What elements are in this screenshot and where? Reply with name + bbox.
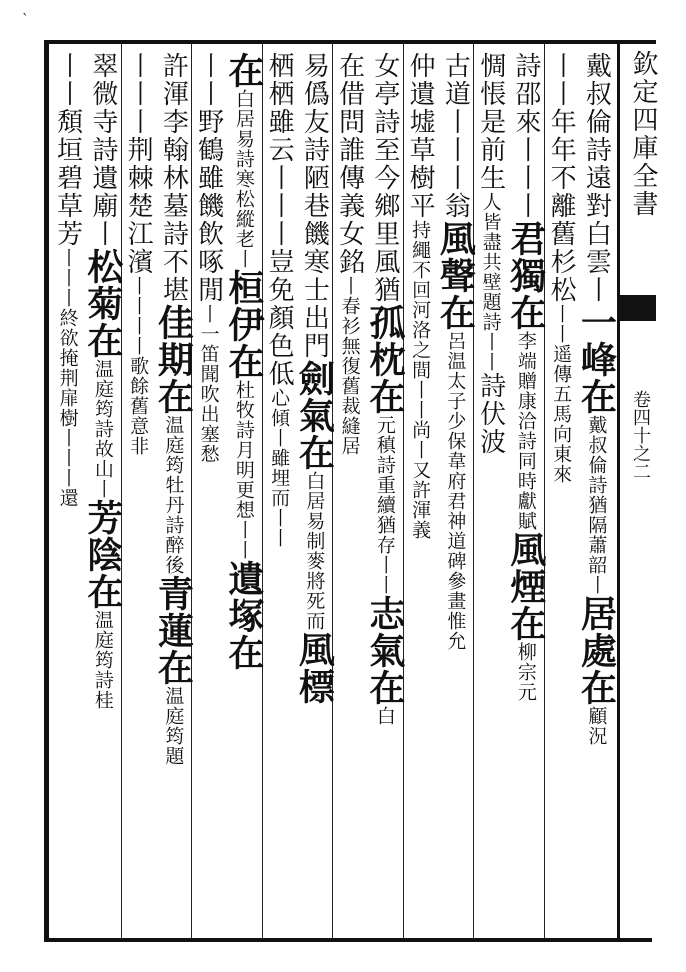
text-segment: 心傾丨雖埋而丨丨 — [268, 388, 291, 548]
text-segment: 白 — [373, 706, 396, 726]
text-segment: 古道丨丨丨翁 — [440, 52, 471, 220]
text-segment: 詩伏波 — [475, 372, 506, 456]
text-segment: 白居易詩寒松縱老丨 — [232, 89, 255, 269]
text-segment: 柳宗元 — [514, 642, 537, 702]
text-segment: 栖栖雖云丨丨丨豈免顏色低 — [264, 52, 295, 388]
text-segment: 仲遺墟草樹平 — [405, 52, 436, 220]
text-segment: 丨春衫無復舊裁縫 — [338, 276, 361, 436]
text-segment: 樹丨丨丨還 — [56, 408, 79, 508]
text-segment: 温庭筠詩故山丨 — [91, 359, 114, 499]
text-segment: 女亭詩至今鄉里風猶 — [369, 52, 400, 304]
text-segment: 丨 — [581, 276, 612, 304]
text-segment: 丨丨丨丨歌餘舊意非 — [127, 276, 150, 456]
heading-term: 佳期在 — [152, 304, 195, 415]
heading-term: 志氣在 — [363, 595, 406, 706]
heading-term: 在 — [222, 52, 265, 89]
text-segment: 元稹詩重續猶存丨丨 — [373, 415, 396, 595]
text-segment: 持繩不回河洛之間丨丨尚丨又許渾義 — [409, 220, 432, 540]
text-segment: 温庭筠題 — [162, 686, 185, 766]
frame-top-border — [44, 40, 656, 44]
heading-term: 居處在 — [575, 595, 618, 706]
text-segment: 顧況 — [585, 706, 608, 746]
text-segment: 温庭筠牡丹詩醉後 — [162, 415, 185, 575]
margin-book-title: 欽定四庫全書 — [628, 50, 658, 218]
margin-volume-label: 卷四十之二 — [630, 390, 651, 480]
text-segment: 丨一笛聞吹出塞愁 — [197, 304, 220, 464]
text-segment: 詩邵來丨丨丨 — [510, 52, 541, 220]
text-column — [46, 52, 90, 932]
text-segment: 丨丨年年不離舊杉松 — [546, 52, 577, 304]
heading-term: 青蓮在 — [152, 575, 195, 686]
corner-tick: ˋ — [22, 12, 29, 28]
text-segment: 戴叔倫詩猶隔蕭韶丨 — [585, 415, 608, 595]
text-segment: 丨丨頽垣碧草芳 — [52, 52, 83, 248]
heading-term: 一峰在 — [575, 304, 618, 415]
text-segment: 杜牧詩月明更想丨丨 — [232, 380, 255, 560]
text-segment: 丨丨遥傳五馬向東來 — [550, 304, 573, 484]
text-segment: 人皆盡共壁題詩丨丨 — [479, 192, 502, 372]
frame-bottom-border — [44, 938, 652, 942]
text-segment: 惆悵是前生 — [475, 52, 506, 192]
text-segment: 温庭筠詩桂 — [91, 610, 114, 710]
text-segment: 易僞友詩陋巷饑寒士出門 — [299, 52, 330, 360]
heading-term: 桓伊在 — [222, 269, 265, 380]
heading-term: 劍氣在 — [293, 360, 336, 471]
heading-term: 風聲在 — [434, 220, 477, 331]
heading-term: 孤枕在 — [363, 304, 406, 415]
heading-term: 風標 — [293, 631, 336, 705]
text-segment: 居 — [338, 436, 361, 456]
margin-fish-tail-mark — [620, 295, 656, 321]
text-segment: 丨丨丨終欲掩荆扉 — [56, 248, 79, 408]
text-segment: 呂温太子少保韋府君神道碑參畫惟允 — [444, 331, 467, 651]
text-segment: 李端贈康洽詩同時獻賦 — [514, 331, 537, 531]
text-segment: 許渾李翰林墓詩不堪 — [158, 52, 189, 304]
heading-term: 松菊在 — [81, 248, 124, 359]
text-segment: 丨丨丨荆棘楚江濱 — [123, 52, 154, 276]
text-segment: 戴叔倫詩遠對白雲 — [581, 52, 612, 276]
text-segment: 丨丨野鶴雖饑飲啄閒 — [193, 52, 224, 304]
text-segment: 在借問誰傳義女銘 — [334, 52, 365, 276]
heading-term: 芳陰在 — [81, 499, 124, 610]
heading-term: 遺塚在 — [222, 560, 265, 671]
text-segment: 翠微寺詩遺廟丨 — [87, 52, 118, 248]
heading-term: 風煙在 — [504, 531, 547, 642]
text-segment: 白居易制麥將死而 — [303, 471, 326, 631]
heading-term: 君獨在 — [504, 220, 547, 331]
